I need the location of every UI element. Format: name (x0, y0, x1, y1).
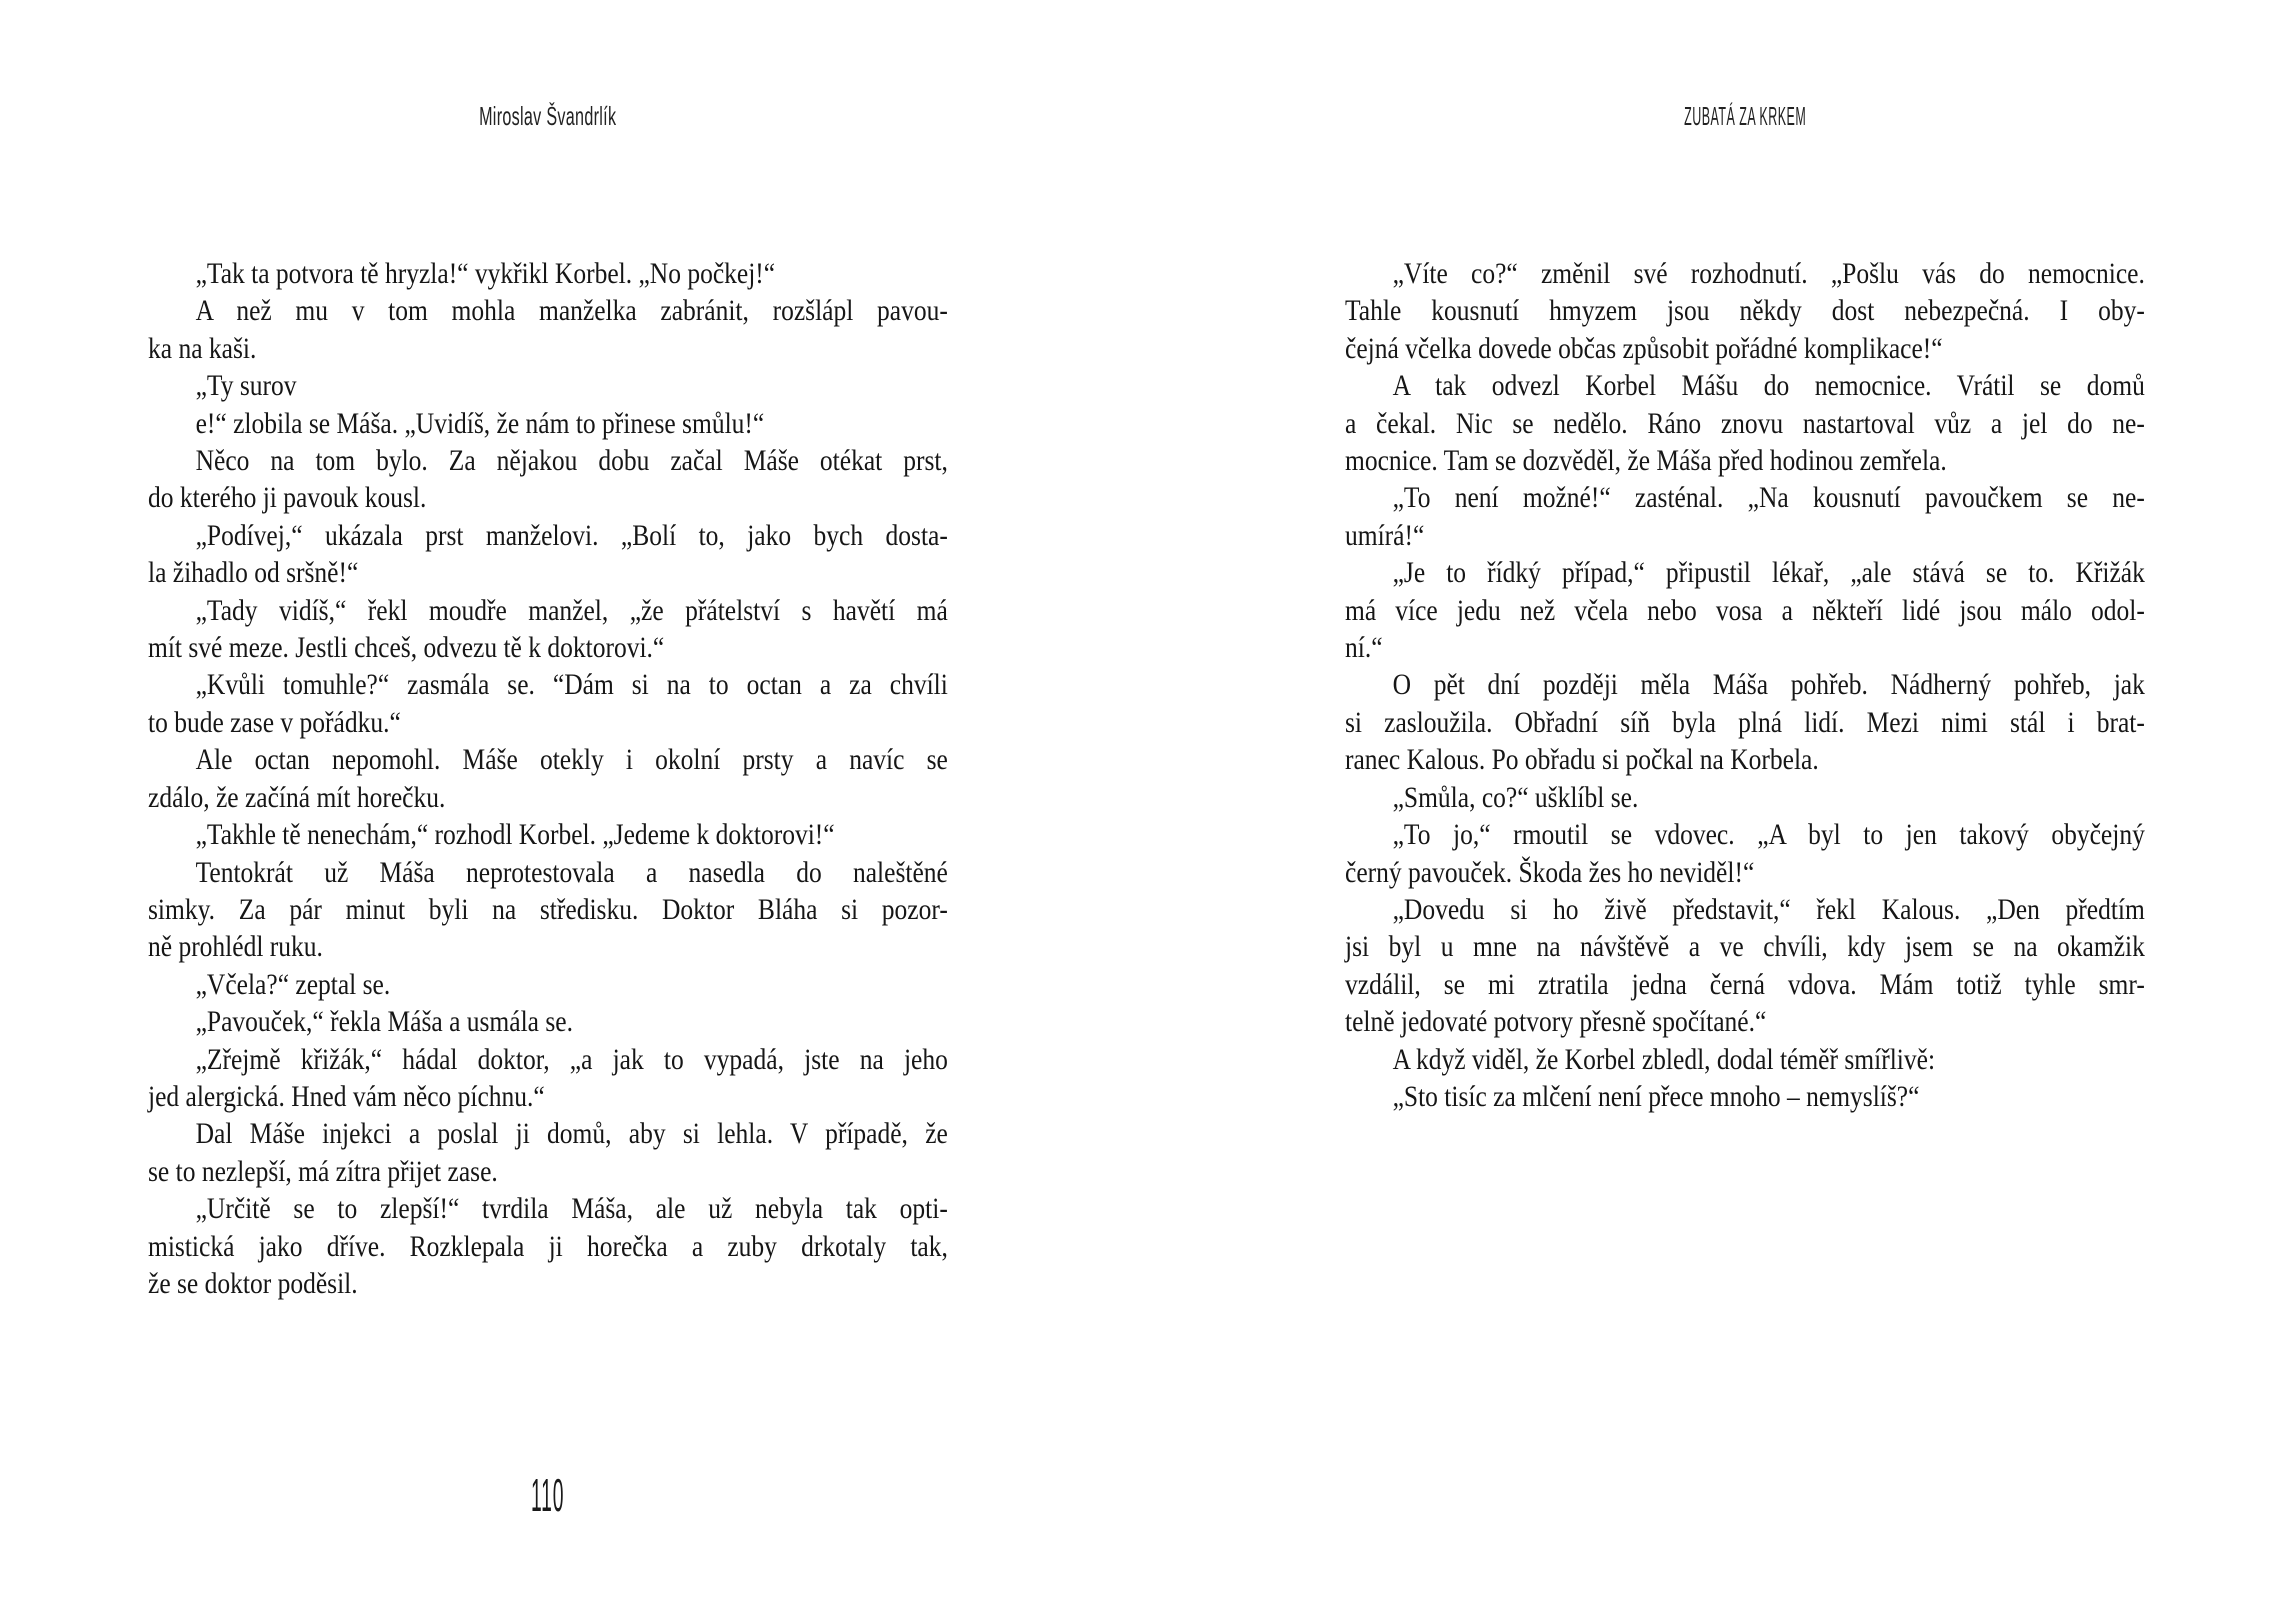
text-line: „Takhle tě nenechám,“ rozhodl Korbel. „Jedeme k doktorovi!“ (195, 818, 835, 852)
text-line: do kterého ji pavouk kousl. (148, 481, 427, 515)
text-line: jsi byl u mne na návštěvě a ve chvíli, kdy jsem se na okamžik (1345, 930, 2145, 964)
text-line: má více jedu než včela nebo vosa a někteří lidé jsou málo odol- (1345, 593, 2145, 627)
text-line: to bude zase v pořádku.“ (148, 705, 401, 739)
text-line: čejná včelka dovede občas způsobit pořádné komplikace!“ (1345, 331, 1943, 365)
page-number (148, 1469, 948, 1521)
text-line: mít své meze. Jestli chceš, odvezu tě k doktorovi.“ (148, 631, 665, 665)
text-line: „Tady vidíš,“ řekl moudře manžel, „že přátelství s havětí má (195, 593, 948, 627)
text-line: la žihadlo od sršně!“ (148, 556, 359, 590)
text-line: „Sto tisíc za mlčení není přece mnoho – nemyslíš?“ (1392, 1079, 1920, 1113)
text-line: „Včela?“ zeptal se. (195, 967, 391, 1001)
text-line: mistická jako dříve. Rozklepala ji horečka a zuby drkotaly tak, (148, 1229, 948, 1263)
text-line: a čekal. Nic se nedělo. Ráno znovu nastartoval vůz a jel do ne- (1345, 406, 2145, 440)
text-line: e!“ zlobila se Máša. „Uvidíš, že nám to přinese smůlu!“ (195, 406, 765, 440)
text-line: umírá!“ (1345, 518, 1425, 552)
text-line: „Podívej,“ ukázala prst manželovi. „Bolí to, jako bych dosta- (195, 518, 948, 552)
text-line: Něco na tom bylo. Za nějakou dobu začal Máše otékat prst, (195, 444, 948, 478)
text-line: „Určitě se to zlepší!“ tvrdila Máša, ale už nebyla tak opti- (195, 1192, 948, 1226)
text-line: A tak odvezl Korbel Mášu do nemocnice. Vrátil se domů (1392, 369, 2145, 403)
text-line: černý pavouček. Škoda žes ho neviděl!“ (1345, 855, 1755, 889)
text-line: vzdálil, se mi ztratila jedna černá vdova. Mám totiž tyhle smr- (1345, 967, 2145, 1001)
right-page-body-text (1345, 255, 2145, 1115)
text-line: A než mu v tom mohla manželka zabránit, rozšlápl pavou- (195, 294, 948, 328)
text-line: Tentokrát už Máša neprotestovala a nasedla do naleštěné (195, 855, 948, 889)
text-line: „Smůla, co?“ ušklíbl se. (1392, 780, 1639, 814)
running-header-author (148, 103, 948, 129)
text-line: „Zřejmě křižák,“ hádal doktor, „a jak to vypadá, jste na jeho (195, 1042, 948, 1076)
text-line: ranec Kalous. Po obřadu si počkal na Korbela. (1345, 743, 1819, 777)
running-header-title-text: ZUBATÁ ZA KRKEM (1683, 101, 1807, 131)
text-line: O pět dní později měla Máša pohřeb. Nádherný pohřeb, jak (1392, 668, 2145, 702)
running-header-author-text: Miroslav Švandrlík (479, 101, 617, 131)
text-line: „To jo,“ rmoutil se vdovec. „A byl to jen takový obyčejný (1392, 818, 2145, 852)
text-line: „Tak ta potvora tě hryzla!“ vykřikl Korbel. „No počkej!“ (195, 257, 776, 290)
text-line: „To není možné!“ zasténal. „Na kousnutí pavoučkem se ne- (1392, 481, 2145, 515)
text-line: ně prohlédl ruku. (148, 930, 323, 964)
text-line: Dal Máše injekci a poslal ji domů, aby si lehla. V případě, že (195, 1117, 948, 1151)
text-line: ka na kaši. (148, 331, 257, 365)
text-line: „Je to řídký případ,“ připustil lékař, „ale stává se to. Křižák (1392, 556, 2145, 590)
text-line: simky. Za pár minut byli na středisku. Doktor Bláha si pozor- (148, 892, 948, 926)
text-line: Tahle kousnutí hmyzem jsou někdy dost nebezpečná. I oby- (1345, 294, 2145, 328)
text-line: ní.“ (1345, 631, 1383, 665)
text-line: „Víte co?“ změnil své rozhodnutí. „Pošlu vás do nemocnice. (1392, 257, 2145, 290)
text-line: zdálo, že začíná mít horečku. (148, 780, 446, 814)
text-line: „Pavouček,“ řekla Máša a usmála se. (195, 1005, 573, 1039)
text-line: si zasloužila. Obřadní síň byla plná lidí. Mezi nimi stál i brat- (1345, 705, 2145, 739)
text-line: jed alergická. Hned vám něco píchnu.“ (148, 1079, 545, 1113)
text-line: se to nezlepší, má zítra přijet zase. (148, 1154, 498, 1188)
left-page-body-text (148, 255, 948, 1302)
text-line: Ale octan nepomohl. Máše otekly i okolní prsty a navíc se (195, 743, 948, 777)
text-line: telně jedovaté potvory přesně spočítané.“ (1345, 1005, 1767, 1039)
text-line: mocnice. Tam se dozvěděl, že Máša před hodinou zemřela. (1345, 444, 1947, 478)
text-line: „Kvůli tomuhle?“ zasmála se. “Dám si na to octan a za chvíli (195, 668, 948, 702)
running-header-title (1345, 103, 2145, 129)
text-line: „Dovedu si ho živě představit,“ řekl Kalous. „Den předtím (1392, 892, 2145, 926)
text-line: „Ty surov (195, 369, 297, 403)
text-line: že se doktor poděsil. (148, 1266, 358, 1300)
page-number-text: 110 (531, 1469, 565, 1521)
text-line: A když viděl, že Korbel zbledl, dodal téměř smířlivě: (1392, 1042, 1936, 1076)
